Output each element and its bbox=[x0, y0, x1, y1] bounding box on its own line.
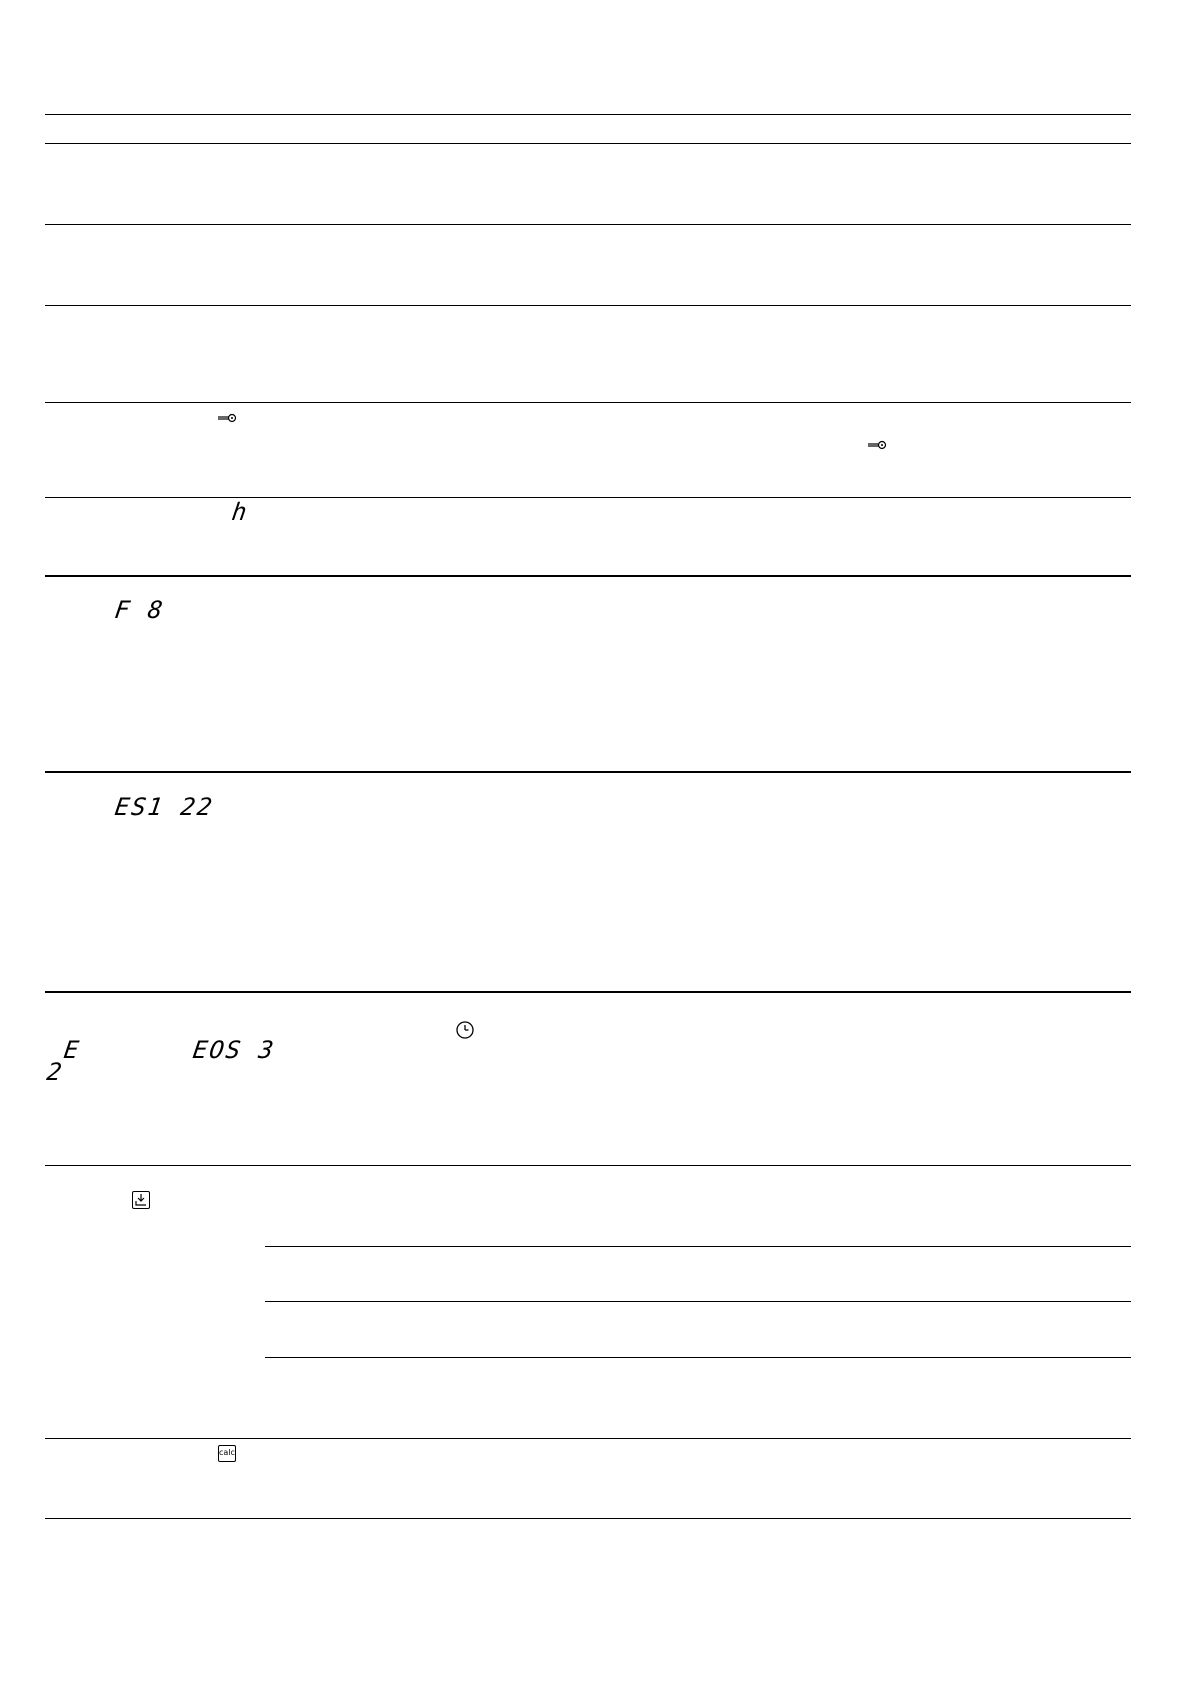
row-divider bbox=[45, 1165, 1131, 1166]
row-divider bbox=[45, 305, 1131, 306]
row-divider bbox=[45, 497, 1131, 498]
sub-row-divider bbox=[265, 1357, 1131, 1358]
row-divider bbox=[45, 224, 1131, 225]
row-divider bbox=[45, 1438, 1131, 1439]
display-code-h: h bbox=[230, 498, 251, 526]
display-code-2: 2 bbox=[45, 1058, 66, 1086]
sub-row-divider bbox=[265, 1246, 1131, 1247]
key-icon bbox=[217, 409, 237, 428]
clock-icon bbox=[455, 1020, 475, 1044]
row-divider bbox=[45, 402, 1131, 403]
display-code-eos3: EOS 3 bbox=[191, 1036, 278, 1064]
calc-icon-label: calc bbox=[219, 1448, 235, 1457]
display-code-e: E bbox=[62, 1036, 83, 1064]
table-top-rule bbox=[45, 114, 1131, 115]
sub-row-divider bbox=[265, 1301, 1131, 1302]
row-divider bbox=[45, 991, 1131, 993]
display-code-f8: F 8 bbox=[113, 596, 167, 624]
calc-icon bbox=[218, 1445, 236, 1462]
table-header-rule bbox=[45, 143, 1131, 144]
table-bottom-rule bbox=[45, 1518, 1131, 1519]
display-code-es122: ES1 22 bbox=[113, 793, 216, 821]
row-divider bbox=[45, 575, 1131, 577]
key-icon bbox=[867, 436, 887, 455]
descale-tray-icon bbox=[132, 1191, 150, 1209]
row-divider bbox=[45, 771, 1131, 773]
